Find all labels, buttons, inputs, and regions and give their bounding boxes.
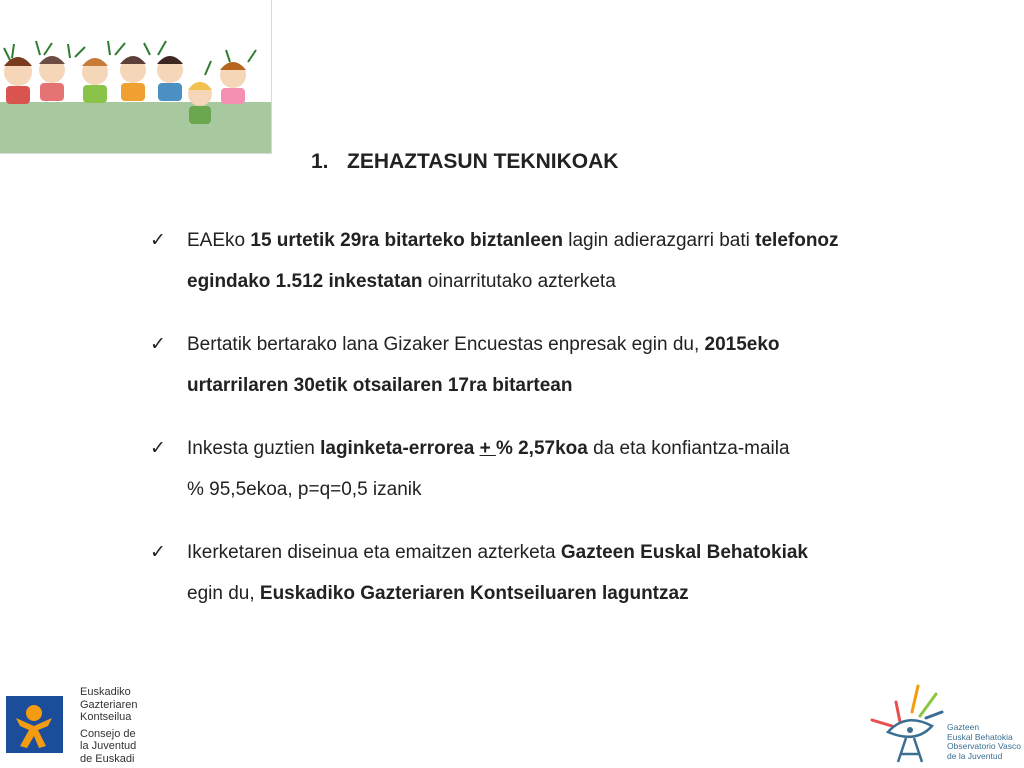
check-mark-icon: ✓	[150, 229, 166, 251]
bullet-text-bold: 2015eko	[704, 334, 780, 355]
bullet-text-bold: % 2,57koa	[495, 438, 588, 459]
bullet-text-bold: +	[479, 438, 496, 459]
logo-text-line: de la Juventud	[947, 750, 1003, 761]
bullet-text-line	[187, 469, 910, 510]
bullet-text-line	[187, 324, 910, 365]
bullet-text-line	[187, 532, 910, 573]
logo-text-line: Consejo de	[80, 727, 136, 740]
satellite-dish-icon	[866, 682, 946, 766]
bullet-item	[150, 220, 910, 302]
bullet-text-line	[187, 261, 910, 302]
bullet-text-bold: 15 urtetik 29ra bitarteko biztanleen	[250, 230, 563, 251]
logo-text-line: Euskadiko	[80, 686, 131, 698]
check-mark-icon: ✓	[150, 541, 166, 563]
gazteen-behatokia-logo-text	[947, 723, 1021, 761]
bullet-text: % 95,5ekoa, p=q=0,5 izanik	[187, 479, 422, 500]
slide-title	[311, 150, 618, 174]
bullet-text-bold: Euskadiko Gazteriaren Kontseiluaren laguntzaz	[259, 583, 689, 604]
bullet-text: Bertatik bertarako lana Gizaker Encuestas enpresak egin du,	[187, 334, 705, 355]
bullet-list	[150, 220, 910, 636]
logo-text-line: la Juventud	[80, 740, 137, 752]
bullet-text: Ikerketaren diseinua eta emaitzen azterketa	[187, 542, 561, 563]
bullet-text-bold: urtarrilaren 30etik otsailaren 17ra bitartean	[187, 375, 573, 396]
bullet-item	[150, 532, 910, 614]
bullet-item	[150, 324, 910, 406]
bullet-item	[150, 428, 910, 510]
gazteen-behatokia-logo	[866, 682, 1021, 766]
bullet-text: Inkesta guztien	[187, 438, 321, 459]
bullet-text: egin du,	[187, 583, 260, 604]
check-mark-icon: ✓	[150, 333, 166, 355]
consejo-juventud-logo-text	[80, 686, 137, 765]
logo-text-line: Kontseilua	[80, 711, 132, 723]
bullet-text-bold: laginketa-errorea	[320, 438, 480, 459]
bullet-text: oinarritutako azterketa	[422, 271, 616, 292]
title-number: 1.	[311, 150, 329, 173]
bullet-text: EAEko	[187, 230, 251, 251]
bullet-text-bold: Gazteen Euskal Behatokiak	[560, 542, 808, 563]
bullet-text: da eta konfiantza-maila	[587, 438, 790, 459]
logo-text-line: Euskal Behatokia	[947, 731, 1013, 742]
bullet-text-line	[187, 220, 910, 261]
bullet-text-line	[187, 573, 910, 614]
consejo-juventud-logo	[6, 684, 156, 764]
logo-text-line: Observatorio Vasco	[947, 741, 1022, 751]
title-text: ZEHAZTASUN TEKNIKOAK	[347, 150, 619, 173]
children-banner-illustration	[0, 0, 272, 154]
logo-text-line: Gazteriaren	[80, 698, 138, 711]
bullet-text: lagin adierazgarri bati	[562, 230, 756, 251]
consejo-juventud-logo-mark	[6, 696, 63, 753]
bullet-text-line	[187, 428, 910, 469]
logo-text-line: de Euskadi	[80, 752, 135, 765]
bullet-text-line	[187, 365, 910, 406]
bullet-text-bold: egindako 1.512 inkestatan	[187, 271, 423, 292]
bullet-text-bold: telefonoz	[755, 230, 839, 251]
check-mark-icon: ✓	[150, 437, 166, 459]
logo-text-line: Gazteen	[947, 722, 980, 732]
